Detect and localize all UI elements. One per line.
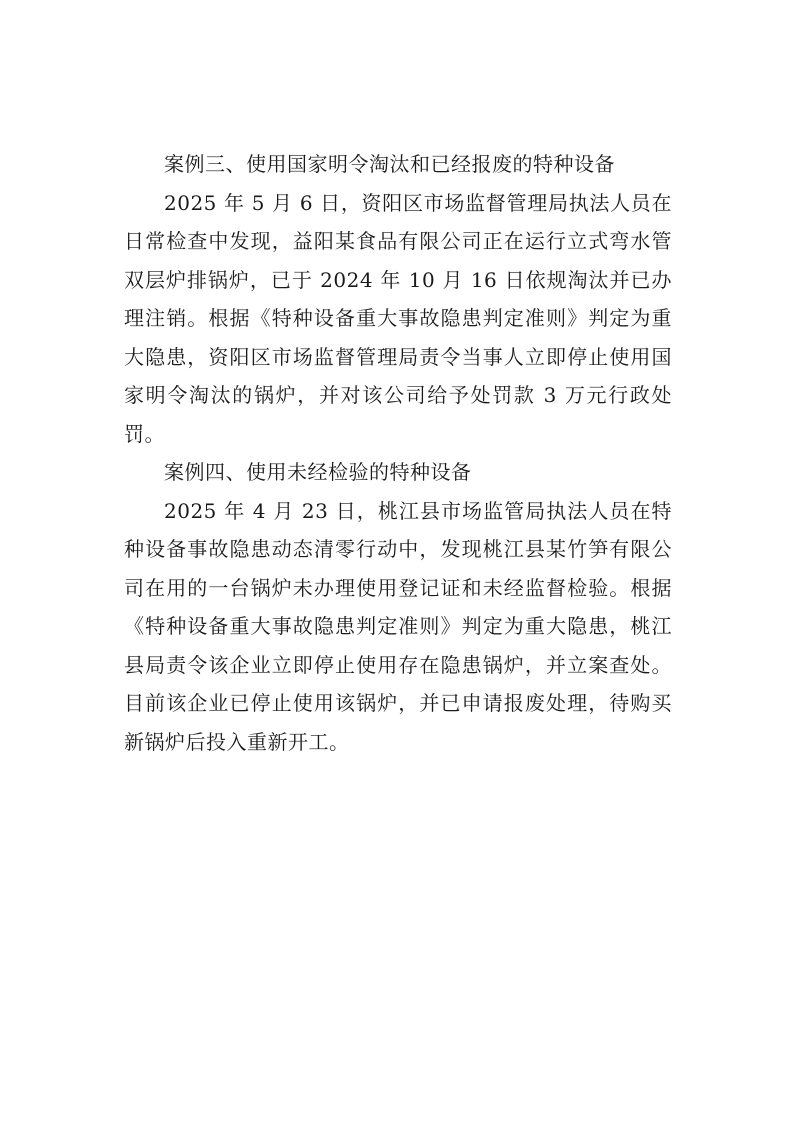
case-four-body: 2025 年 4 月 23 日，桃江县市场监管局执法人员在特种设备事故隐患动态清零行动中，发现桃江县某竹笋有限公司在用的一台锅炉未办理使用登记证和未经监督检验。根据《特种设备重大事故隐患判定准则》判定为重大隐患，桃江县局责令该企业立即停止使用存在隐患锅炉，并立案查处。目前该企业已停止使用该锅炉，并已申请报废处理，待购买新锅炉后投入重新开工。 — [124, 498, 672, 754]
document-content — [124, 145, 672, 761]
case-three-body: 2025 年 5 月 6 日，资阳区市场监督管理局执法人员在日常检查中发现，益阳某食品有限公司正在运行立式弯水管双层炉排锅炉，已于 2024 年 10 月 16 日依规淘汰并已办理注销。根据《特种设备重大事故隐患判定准则》判定为重大隐患，资阳区市场监督管理局责令当事人立即停止使用国家明令淘汰的锅炉，并对该公司给予处罚款 3 万元行政处罚。 — [124, 190, 672, 446]
case-three-heading: 案例三、使用国家明令淘汰和已经报废的特种设备 — [164, 152, 615, 176]
case-four-heading: 案例四、使用未经检验的特种设备 — [164, 460, 472, 484]
